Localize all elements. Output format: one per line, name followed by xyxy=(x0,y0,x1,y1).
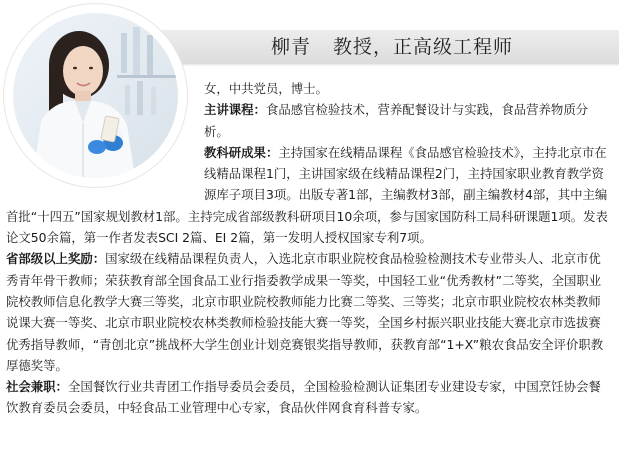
awards-text: 国家级在线精品课程负责人，入选北京市职业院校食品检验检测技术专业带头人、北京市优秀青年骨干教师；荣获教育部全国食品工业行指委教学成果一等奖，中国轻工业“优秀教材”二等奖，全国职业院校教师信息化教学大赛三等奖，北京市职业院校教师能力比赛二等奖、三等奖；北京市职业院校农林类教师说课大赛一等奖、北京市职业院校农林类教师检验技能大赛一等奖，全国乡村振兴职业技能大赛北京市选拔赛优秀指导教师，“青创北京”挑战杯大学生创业计划竞赛银奖指导教师，获教育部“1+X”粮农食品安全评价职教厚德奖等。 xyxy=(6,251,604,373)
name-title xyxy=(271,33,513,61)
person-name: 柳青 xyxy=(271,36,312,58)
roles-label: 社会兼职： xyxy=(6,379,68,395)
awards-paragraph xyxy=(6,248,612,376)
profile-text xyxy=(6,78,612,419)
roles-text: 全国餐饮行业共青团工作指导委员会委员，全国检验检测认证集团专业建设专家，中国烹饪协会餐饮教育委员会委员，中轻食品工业管理中心专家，食品伙伴网食育科普专家。 xyxy=(6,379,601,416)
achievements-label: 教科研成果： xyxy=(204,144,279,160)
roles-paragraph xyxy=(6,376,612,419)
courses-label: 主讲课程： xyxy=(204,102,266,118)
awards-label: 省部级以上奖励： xyxy=(6,251,106,267)
achievements-text: 主持国家在线精品课程《食品感官检验技术》，主持北京市在线精品课程1门，主讲国家级在线精品课程2门，主持国家职业教育教学资源库子项目3项。出版专著1部，主编教材3部，副主编教材4部，其中主编首批“十四五”国家规划教材1部。主持完成省部级教科研项目10余项，参与国家国防科工局科研课题1项。发表论文50余篇，第一作者发表SCI 2篇、EI 2篇，第一发明人授权国家专利7项。 xyxy=(6,144,608,246)
person-title: 教授，正高级工程师 xyxy=(333,36,514,58)
basic-info: 女，中共党员，博士。 xyxy=(204,81,328,96)
courses-text: 食品感官检验技术，营养配餐设计与实践，食品营养物质分析。 xyxy=(204,102,589,139)
